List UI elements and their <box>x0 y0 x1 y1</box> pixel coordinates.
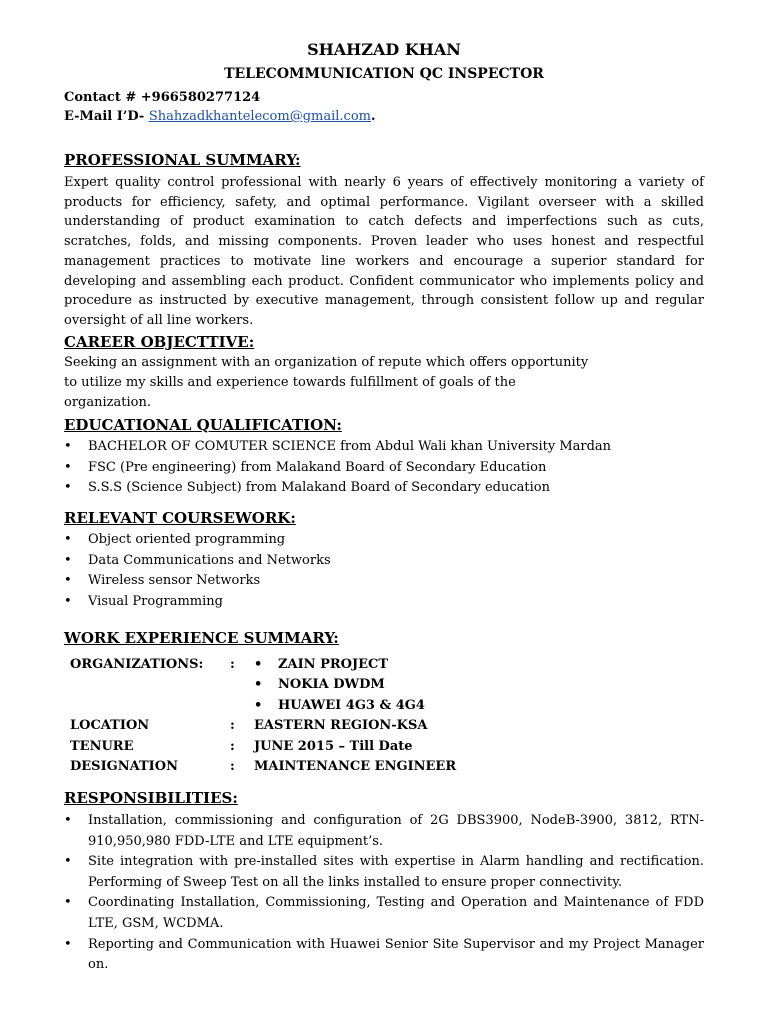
colon: : <box>230 718 235 734</box>
designation-label: DESIGNATION <box>70 758 178 774</box>
coursework-list <box>64 530 704 612</box>
summary-text: Expert quality control professional with nearly 6 years of effectively monitoring a variety of products for efficiency, safety, and optimal performance. Vigilant overseer with a skilled understanding of product examination to catch defects and imperfections such as cuts, scratches, folds, and missing components. Proven leader who uses honest and respectful management practices to motivate line workers and encourage a superior standard for developing and assembling each product. Confident communicator who implements policy and procedure as instructed by executive management, through consistent follow up and regular oversight of all line workers. <box>64 175 704 328</box>
colon: : <box>230 738 235 754</box>
coursework-item: • Visual Programming <box>64 592 704 613</box>
education-heading: EDUCATIONAL QUALIFICATION: <box>64 416 342 434</box>
coursework-item: • Data Communications and Networks <box>64 551 704 572</box>
objective-line: to utilize my skills and experience towards fulfillment of goals of the <box>64 375 516 390</box>
education-item: • FSC (Pre engineering) from Malakand Board of Secondary Education <box>64 458 704 479</box>
org-label: ORGANIZATIONS: <box>70 657 204 672</box>
education-item: • BACHELOR OF COMUTER SCIENCE from Abdul Wali khan University Mardan <box>64 437 704 458</box>
responsibilities-heading: RESPONSIBILITIES: <box>64 789 238 807</box>
contact-line: Contact # +966580277124 <box>64 90 261 105</box>
email-line <box>64 109 376 124</box>
tenure-label: TENURE <box>70 738 134 754</box>
education-list <box>64 437 704 499</box>
responsibility-item: • Reporting and Communication with Huawei Senior Site Supervisor and my Project Manager on. <box>64 935 704 976</box>
responsibilities-list <box>64 811 704 976</box>
bullet: • <box>254 677 263 693</box>
location-value: EASTERN REGION-KSA <box>254 718 428 734</box>
organization-item: ZAIN PROJECT <box>278 657 389 672</box>
coursework-item: • Wireless sensor Networks <box>64 571 704 592</box>
responsibility-item: • Installation, commissioning and configuration of 2G DBS3900, NodeB-3900, 3812, RTN-910,950,980 FDD-LTE and LTE equipment’s. <box>64 811 704 852</box>
responsibility-item: • Site integration with pre-installed sites with expertise in Alarm handling and rectification. Performing of Sweep Test on all the links installed to ensure proper connectivity. <box>64 852 704 893</box>
location-label: LOCATION <box>70 718 150 734</box>
bullet: • <box>254 697 263 713</box>
coursework-heading: RELEVANT COURSEWORK: <box>64 509 296 527</box>
colon: : <box>230 758 235 774</box>
designation-value: MAINTENANCE ENGINEER <box>254 758 457 774</box>
objective-heading: CAREER OBJECTTIVE: <box>64 333 255 351</box>
organization-item: HUAWEI 4G3 & 4G4 <box>278 697 425 713</box>
objective-line: Seeking an assignment with an organization of repute which offers opportunity <box>64 355 589 370</box>
education-item: • S.S.S (Science Subject) from Malakand Board of Secondary education <box>64 478 704 499</box>
work-heading: WORK EXPERIENCE SUMMARY: <box>64 629 339 647</box>
email-link[interactable]: Shahzadkhantelecom@gmail.com <box>148 109 371 124</box>
tenure-value: JUNE 2015 – Till Date <box>254 738 413 754</box>
job-title: TELECOMMUNICATION QC INSPECTOR <box>224 66 544 82</box>
email-suffix: . <box>371 109 376 124</box>
organization-item: NOKIA DWDM <box>278 677 385 693</box>
objective-line: organization. <box>64 395 151 410</box>
coursework-item: • Object oriented programming <box>64 530 704 551</box>
responsibility-item: • Coordinating Installation, Commissioning, Testing and Operation and Maintenance of FDD LTE, GSM, WCDMA. <box>64 893 704 934</box>
email-label: E-Mail I’D- <box>64 109 149 124</box>
colon: : <box>230 657 235 672</box>
summary-heading: PROFESSIONAL SUMMARY: <box>64 151 301 169</box>
bullet: • <box>254 657 263 672</box>
candidate-name: SHAHZAD KHAN <box>307 40 461 59</box>
